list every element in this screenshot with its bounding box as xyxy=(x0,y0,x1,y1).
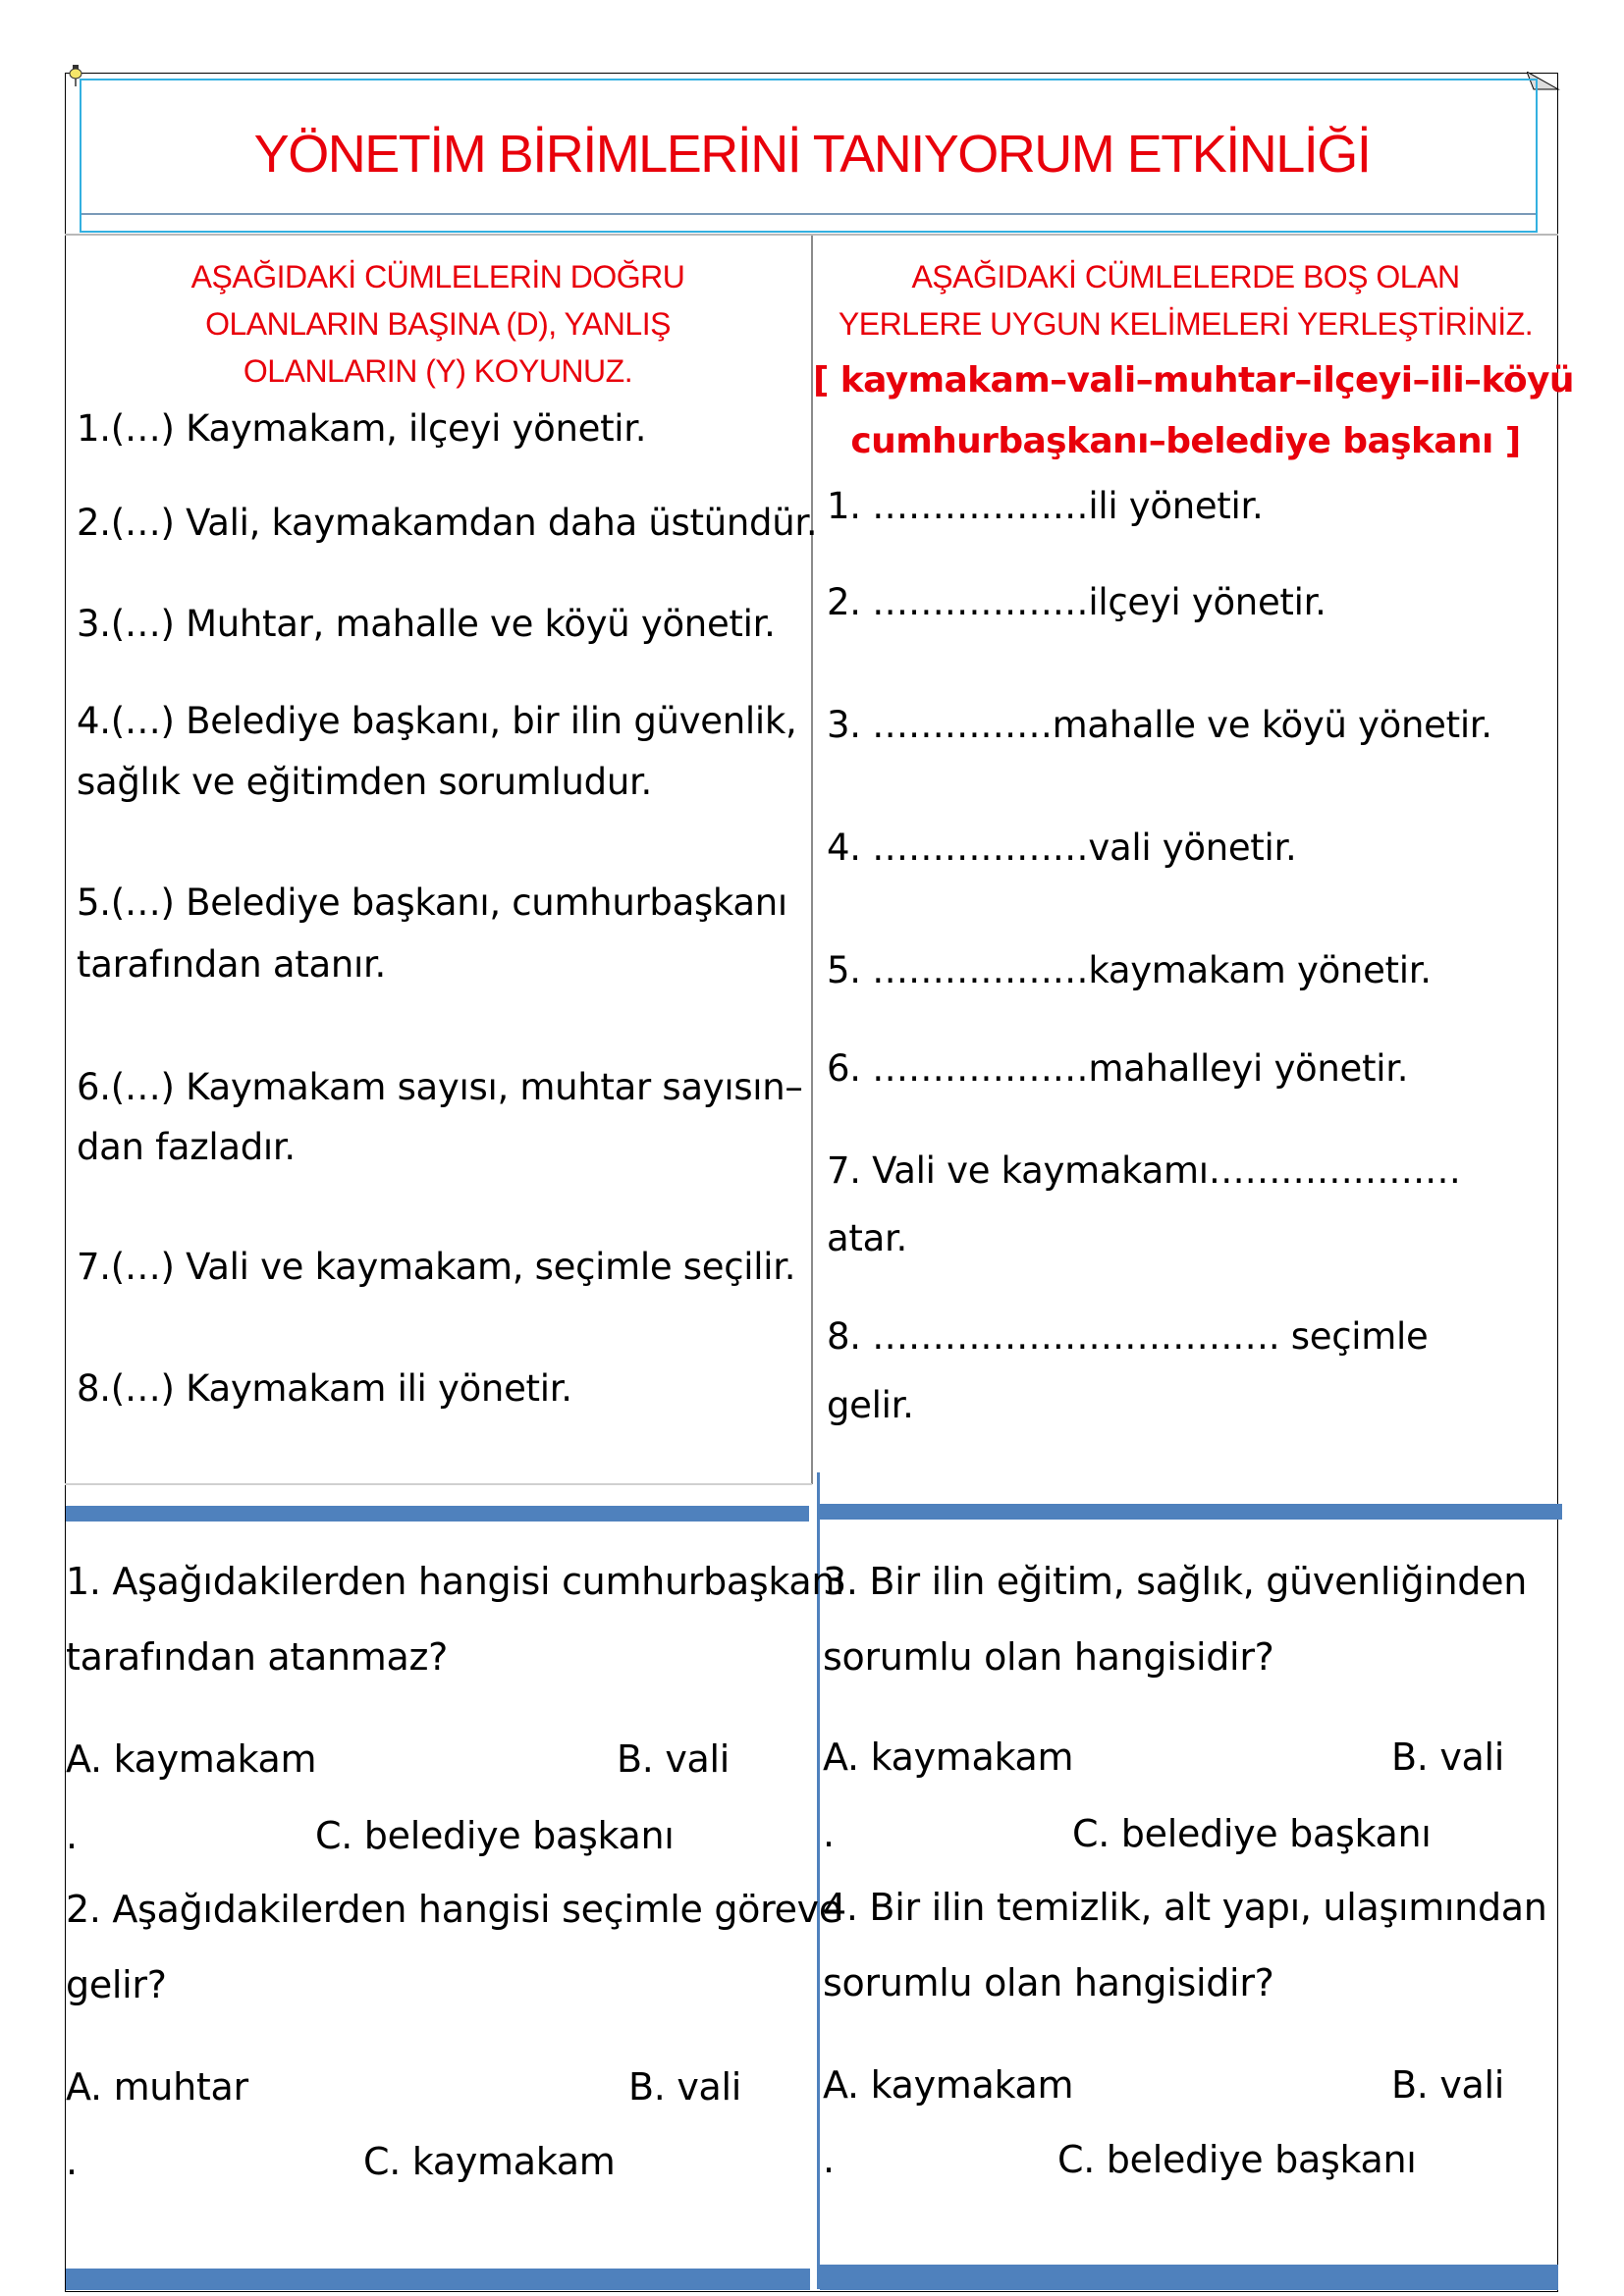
tf-item-5: 5.(…) Belediye başkanı, cumhurbaşkanı xyxy=(77,881,787,924)
mc-q4-dot: . xyxy=(823,2138,835,2181)
mc-q2-option-c[interactable]: C. kaymakam xyxy=(363,2140,616,2183)
mc-q3-text-1: 3. Bir ilin eğitim, sağlık, güvenliğinden xyxy=(823,1560,1527,1603)
fb-item-1: 1. ………………ili yönetir. xyxy=(827,485,1264,527)
mc-q1-text-1: 1. Aşağıdakilerden hangisi cumhurbaşkanı xyxy=(66,1560,845,1603)
mc-q2-dot: . xyxy=(66,2140,78,2183)
left-section-bar xyxy=(66,1506,809,1522)
fb-item-5: 5. ………………kaymakam yönetir. xyxy=(827,949,1432,991)
right-bottom-bar xyxy=(820,2265,1558,2290)
mc-q3-option-c[interactable]: C. belediye başkanı xyxy=(1072,1812,1432,1855)
tf-item-3: 3.(…) Muhtar, mahalle ve köyü yönetir. xyxy=(77,603,776,645)
mc-q1-option-a[interactable]: A. kaymakam xyxy=(66,1737,317,1781)
tf-instruction-line-1: AŞAĞIDAKİ CÜMLELERİN DOĞRU xyxy=(190,259,685,294)
mc-q4-option-c[interactable]: C. belediye başkanı xyxy=(1057,2138,1417,2181)
word-bank-line-2: cumhurbaşkanı–belediye başkanı ] xyxy=(850,421,1521,461)
tf-item-5-cont: tarafından atanır. xyxy=(77,943,386,986)
title-banner-rule xyxy=(81,213,1536,215)
page-title: YÖNETİM BİRİMLERİNİ TANIYORUM ETKİNLİĞİ xyxy=(253,125,1371,184)
left-bottom-bar xyxy=(66,2269,810,2290)
mc-q4-option-b[interactable]: B. vali xyxy=(1391,2063,1505,2107)
mc-q4-text-2: sorumlu olan hangisidir? xyxy=(823,1961,1274,2004)
fb-item-4: 4. ………………vali yönetir. xyxy=(827,827,1297,869)
tf-item-6: 6.(…) Kaymakam sayısı, muhtar sayısın– xyxy=(77,1066,803,1108)
mc-q2-option-a[interactable]: A. muhtar xyxy=(66,2065,248,2109)
tf-item-7: 7.(…) Vali ve kaymakam, seçimle seçilir. xyxy=(77,1246,796,1288)
tf-item-2: 2.(…) Vali, kaymakamdan daha üstündür. xyxy=(77,502,818,544)
mc-q1-text-2: tarafından atanmaz? xyxy=(66,1635,448,1679)
right-section-bar xyxy=(819,1504,1562,1520)
tf-instruction-line-2: OLANLARIN BAŞINA (D), YANLIŞ xyxy=(205,306,671,342)
fb-instruction-line-1: AŞAĞIDAKİ CÜMLELERDE BOŞ OLAN xyxy=(911,259,1460,294)
mc-q2-option-b[interactable]: B. vali xyxy=(628,2065,742,2109)
fb-item-8: 8. ……………………………. seçimle xyxy=(827,1315,1429,1358)
mc-q1-dot: . xyxy=(66,1814,78,1857)
tf-item-6-cont: dan fazladır. xyxy=(77,1126,296,1168)
mc-q4-option-a[interactable]: A. kaymakam xyxy=(823,2063,1074,2107)
tf-item-4: 4.(…) Belediye başkanı, bir ilin güvenlik, xyxy=(77,700,797,742)
mc-q2-text-2: gelir? xyxy=(66,1963,167,2006)
fb-item-6: 6. ………………mahalleyi yönetir. xyxy=(827,1047,1409,1090)
mc-q1-option-c[interactable]: C. belediye başkanı xyxy=(315,1814,675,1857)
tf-item-4-cont: sağlık ve eğitimden sorumludur. xyxy=(77,761,652,803)
mc-q1-option-b[interactable]: B. vali xyxy=(617,1737,731,1781)
mc-q3-option-a[interactable]: A. kaymakam xyxy=(823,1735,1074,1779)
mc-q3-text-2: sorumlu olan hangisidir? xyxy=(823,1635,1274,1679)
mc-q4-text-1: 4. Bir ilin temizlik, alt yapı, ulaşımından xyxy=(823,1886,1547,1929)
fb-instruction-line-2: YERLERE UYGUN KELİMELERİ YERLEŞTİRİNİZ. xyxy=(838,306,1534,342)
upper-column-divider xyxy=(811,236,813,1484)
tf-item-8: 8.(…) Kaymakam ili yönetir. xyxy=(77,1367,572,1410)
fb-item-8-cont: gelir. xyxy=(827,1384,914,1426)
mc-q3-dot: . xyxy=(823,1812,835,1855)
word-bank-line-1: [ kaymakam–vali–muhtar–ilçeyi–ili–köyü xyxy=(813,360,1574,400)
fb-item-7: 7. Vali ve kaymakamı………………… xyxy=(827,1149,1461,1192)
mc-q2-text-1: 2. Aşağıdakilerden hangisi seçimle göreve xyxy=(66,1888,841,1931)
fb-item-3: 3. ……………mahalle ve köyü yönetir. xyxy=(827,704,1492,746)
mc-q3-option-b[interactable]: B. vali xyxy=(1391,1735,1505,1779)
fb-item-7-cont: atar. xyxy=(827,1217,907,1259)
tf-item-1: 1.(…) Kaymakam, ilçeyi yönetir. xyxy=(77,407,647,450)
fb-item-2: 2. ………………ilçeyi yönetir. xyxy=(827,581,1326,623)
tf-instruction-line-3: OLANLARIN (Y) KOYUNUZ. xyxy=(243,353,633,389)
upper-section-bottom-rule xyxy=(65,1483,812,1485)
